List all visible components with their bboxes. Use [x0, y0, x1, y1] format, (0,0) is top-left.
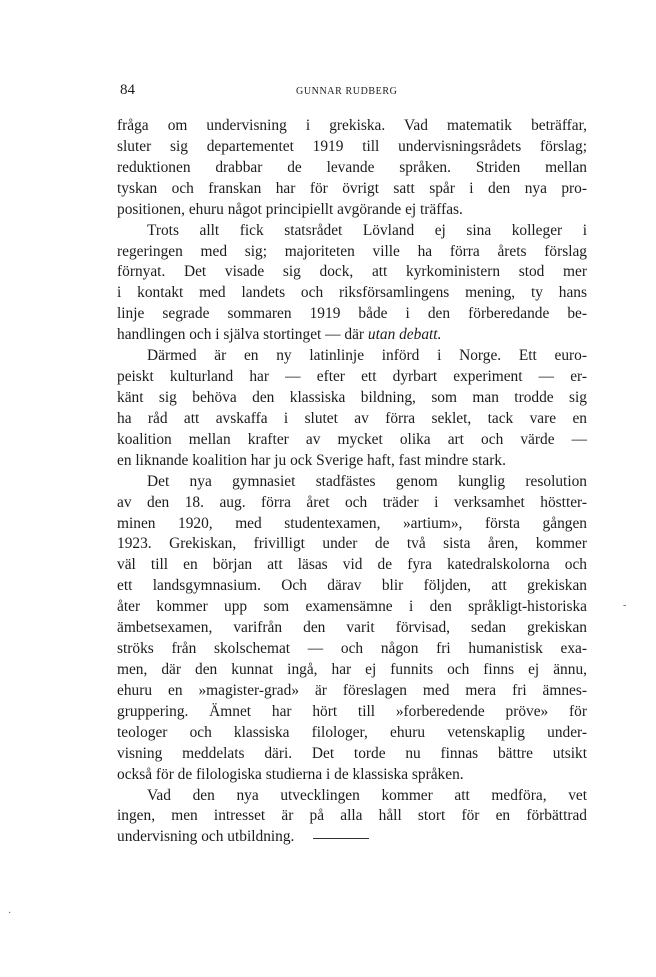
text-line: regeringen med sig; majoriteten ville ha förra årets förslag [117, 242, 587, 260]
text-line: reduktionen drabbar de levande språken. Striden mellan [117, 158, 587, 176]
text-line: Det nya gymnasiet stadfästes genom kunglig resolution [147, 472, 587, 490]
margin-mark: · [8, 908, 12, 919]
text-line: väl till en början att läsas vid de fyra katedralskolorna och [117, 556, 587, 574]
text-line: linje segrade sommaren 1919 både i den förberedande be- [117, 305, 587, 323]
text-line: av den 18. aug. förra året och träder i verksamhet höstter- [117, 493, 587, 511]
text-line: men, där den kunnat ingå, har ej funnits och finns ej ännu, [117, 660, 587, 678]
text-line: gruppering. Ämnet har hört till »forberedende pröve» för [117, 702, 587, 720]
text-line: fråga om undervisning i grekiska. Vad matematik beträffar, [117, 117, 587, 134]
text-line: också för de filologiska studierna i de klassiska språken. [117, 765, 464, 783]
text-line: 1923. Grekiskan, frivilligt under de två sista åren, kommer [117, 535, 587, 553]
text-line: Därmed är en ny latinlinje införd i Norge. Ett euro- [147, 347, 587, 365]
line-text: handlingen och i själva stortinget — där [117, 326, 368, 344]
text-line: peiskt kulturland har — efter ett dyrbart experiment — er- [117, 368, 587, 386]
text-line: ha råd att avskaffa i slutet av förra seklet, tack vare en [117, 409, 587, 427]
text-line: Trots allt fick statsrådet Lövland ej sina kolleger i [147, 221, 587, 239]
text-line: Vad den nya utvecklingen kommer att medföra, vet [147, 786, 587, 804]
text-line: minen 1920, med studentexamen, »artium», första gången [117, 514, 587, 532]
text-line: sluter sig departementet 1919 till undervisningsrådets förslag; [117, 137, 587, 155]
italic-phrase: utan debatt. [367, 326, 442, 344]
text-line: undervisning och utbildning. [117, 828, 295, 846]
text-line: känt sig behöva den klassiska bildning, som man trodde sig [117, 388, 587, 406]
text-line: visning meddelats däri. Det torde nu finnas bättre utsikt [117, 744, 587, 762]
text-line: ämbetsexamen, varifrån den varit förvisad, sedan grekiskan [117, 619, 587, 637]
text-line: åter kommer upp som examensämne i den språkligt-historiska [117, 598, 587, 616]
text-line: en liknande koalition har ju ock Sverige haft, fast mindre stark. [117, 451, 506, 469]
text-line: tyskan och franskan har för övrigt satt spår i den nya pro- [117, 179, 587, 197]
text-line: ehuru en »magister-grad» är föreslagen med mera fri ämnes- [117, 681, 587, 699]
text-line: ströks från skolschemat — och någon fri humanistisk exa- [117, 640, 587, 658]
text-line: positionen, ehuru något principiellt avgörande ej träffas. [117, 200, 463, 218]
text-line: i kontakt med landets och riksförsamlingens mening, ty hans [117, 284, 587, 302]
body-text [117, 116, 587, 848]
text-line: teologer och klassiska filologer, ehuru vetenskaplig under- [117, 723, 587, 741]
text-line [117, 325, 587, 346]
text-line: koalition mellan krafter av mycket olika art och värde — [117, 430, 587, 448]
page-number: 84 [120, 82, 135, 98]
running-head: GUNNAR RUDBERG [296, 86, 398, 97]
end-rule [313, 838, 369, 839]
text-line: ingen, men intresset är på alla håll stort för en förbättrad [117, 807, 587, 825]
text-line: förnyat. Det visade sig dock, att kyrkoministern stod mer [117, 263, 587, 281]
margin-mark: - [623, 600, 627, 611]
text-line: ett landsgymnasium. Och därav blir följden, att grekiskan [117, 577, 587, 595]
